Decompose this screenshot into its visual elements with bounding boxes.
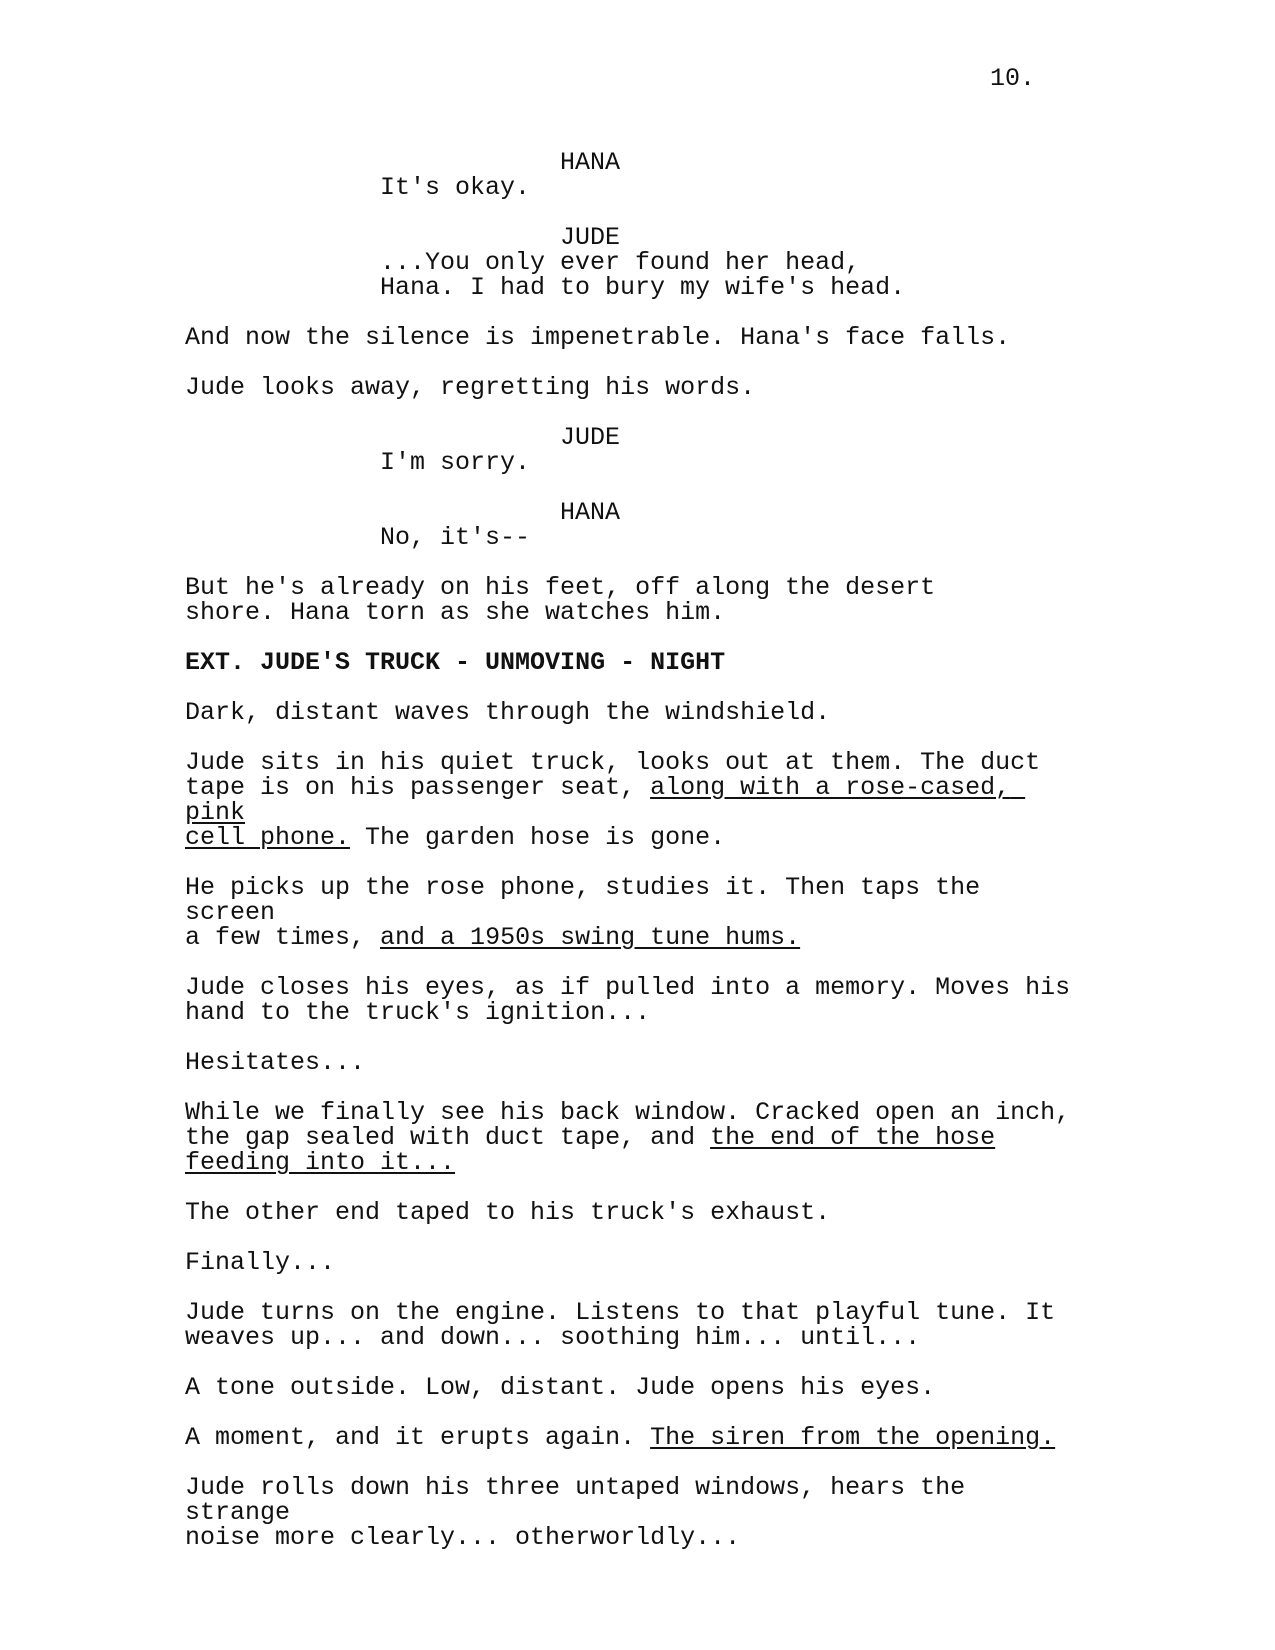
action-line [185,975,1085,1025]
dialogue-line: No, it's-- [380,523,531,552]
dialogue [380,450,920,475]
dialogue-line: I'm sorry. [380,448,531,477]
page-number: 10. [989,64,1035,93]
dialogue-line: It's okay. [380,173,531,202]
action-text: A tone outside. Low, distant. Jude opens his eyes. [185,1373,936,1402]
action-line [185,700,1085,725]
block-gap [185,1350,1085,1375]
block-gap [185,200,1085,225]
block-gap [185,1175,1085,1200]
action-text: And now the silence is impenetrable. Hana's face falls. [185,323,1011,352]
dialogue [380,175,920,200]
character-name: HANA [560,498,621,527]
dialogue [380,525,920,550]
block-gap [185,1225,1085,1250]
action-text: The garden hose is gone. [350,823,726,852]
underlined-text: The siren from the opening. [650,1423,1056,1452]
block-gap [185,300,1085,325]
block-gap [185,1075,1085,1100]
block-gap [185,475,1085,500]
block-gap [185,550,1085,575]
script-content [185,150,1085,1550]
action-text: A moment, and it erupts again. [185,1423,651,1452]
dialogue-line: ...You only ever found her head, [380,248,861,277]
action-text: Finally... [185,1248,336,1277]
action-line [185,1250,1085,1275]
action-line [185,750,1085,850]
character-name: JUDE [560,223,621,252]
action-line [185,575,1085,625]
action-text: Jude rolls down his three untaped windows, hears the strange noise more clearly... otherworldly... [185,1473,966,1552]
block-gap [185,675,1085,700]
underlined-text: the end of the hose feeding into it... [185,1123,996,1177]
action-line [185,375,1085,400]
dialogue-line: Hana. I had to bury my wife's head. [380,273,906,302]
block-gap [185,400,1085,425]
action-text: While we finally see his back window. Cracked open an inch, the gap sealed with duct tape, and [185,1098,1071,1152]
block-gap [185,350,1085,375]
block-gap [185,725,1085,750]
action-text: Jude sits in his quiet truck, looks out at them. The duct tape is on his passenger seat, [185,748,1041,802]
action-line [185,325,1085,350]
action-line [185,1425,1085,1450]
action-text: Hesitates... [185,1048,366,1077]
action-text: He picks up the rose phone, studies it. Then taps the screen a few times, [185,873,981,952]
action-line [185,1475,1085,1550]
action-text: But he's already on his feet, off along the desert shore. Hana torn as she watches him. [185,573,936,627]
character-name: HANA [560,148,621,177]
underlined-text: and a 1950s swing tune hums. [380,923,801,952]
scene-heading: EXT. JUDE'S TRUCK - UNMOVING - NIGHT [185,648,726,677]
block-gap [185,625,1085,650]
block-gap [185,1025,1085,1050]
action-line [185,1300,1085,1350]
block-gap [185,1450,1085,1475]
action-text: Jude turns on the engine. Listens to that playful tune. It weaves up... and down... soothing him... until... [185,1298,1056,1352]
action-line [185,1200,1085,1225]
block-gap [185,1400,1085,1425]
action-line [185,1050,1085,1075]
action-text: Dark, distant waves through the windshield. [185,698,831,727]
action-text: Jude looks away, regretting his words. [185,373,756,402]
action-text: The other end taped to his truck's exhaust. [185,1198,831,1227]
dialogue [380,250,920,300]
action-line [185,875,1085,950]
action-line [185,1100,1085,1175]
underlined-text: along with a rose-cased, pink cell phone. [185,773,1011,852]
action-line [185,1375,1085,1400]
character-name: JUDE [560,423,621,452]
block-gap [185,1275,1085,1300]
block-gap [185,950,1085,975]
block-gap [185,850,1085,875]
action-text: Jude closes his eyes, as if pulled into a memory. Moves his hand to the truck's ignition... [185,973,1071,1027]
